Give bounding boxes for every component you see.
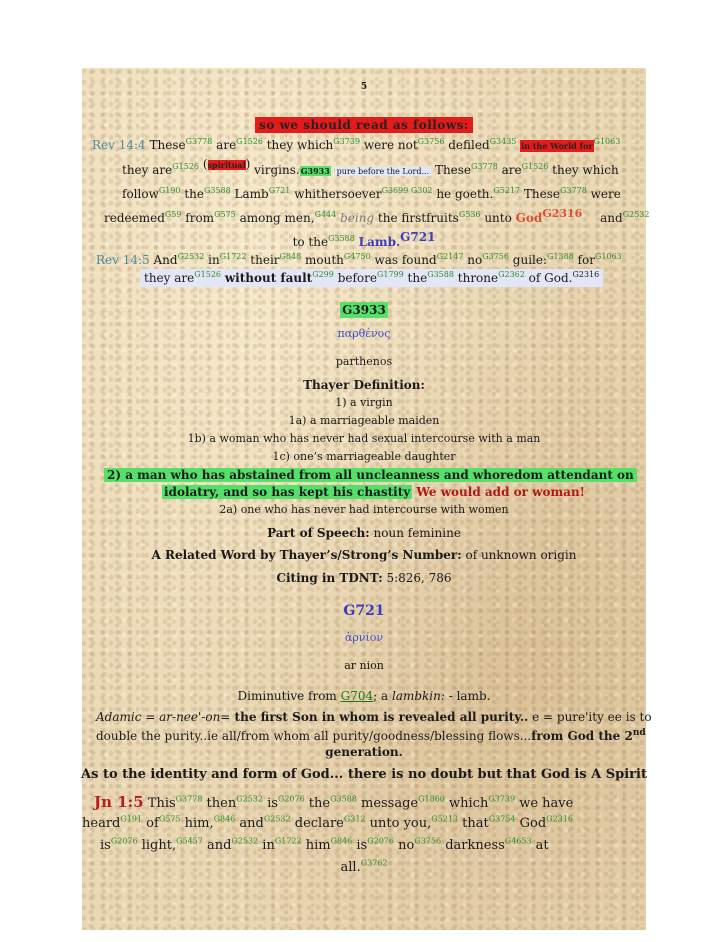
verse-reference-rev14-4[interactable]: Rev 14:4 bbox=[92, 138, 146, 152]
diminutive-line: Diminutive from G704; a lambkin: - lamb. bbox=[237, 689, 491, 703]
word: unto bbox=[480, 211, 516, 225]
word: before bbox=[333, 271, 377, 285]
definition-1: 1) a virgin bbox=[335, 396, 393, 409]
word: mouth bbox=[301, 253, 344, 267]
rev14-4-line3 bbox=[122, 186, 652, 202]
word: to the bbox=[292, 235, 329, 249]
strong-tag-g3933[interactable]: G3933 bbox=[300, 166, 330, 176]
verse-reference-rev14-5[interactable]: Rev 14:5 bbox=[96, 253, 150, 267]
highlight-spiritual: spiritual bbox=[207, 160, 246, 170]
word: in bbox=[204, 253, 220, 267]
strong-number[interactable]: G721 bbox=[268, 186, 291, 195]
word-lamb: Lamb. bbox=[358, 235, 401, 249]
strong-number[interactable]: G444 bbox=[314, 210, 337, 219]
thayer-definition-label: Thayer Definition: bbox=[303, 378, 425, 392]
strong-number[interactable]: G2532 bbox=[263, 814, 291, 824]
strong-number[interactable]: G190 bbox=[158, 186, 181, 195]
adamic-line1: Adamic = ar-nee'-on= the first Son in whom is revealed all purity.. e = pure'ity ee is to bbox=[96, 710, 652, 724]
strong-number[interactable]: G2076 bbox=[367, 836, 394, 846]
verse-reference-jn1-5[interactable]: Jn 1:5 bbox=[94, 793, 144, 811]
definition-1c: 1c) one’s marriageable daughter bbox=[272, 450, 456, 463]
strong-number[interactable]: G1526 bbox=[236, 137, 263, 146]
strong-number[interactable]: G2076 bbox=[277, 794, 305, 804]
strong-number[interactable]: G3762 bbox=[360, 858, 388, 868]
strong-number[interactable]: G2532 bbox=[622, 210, 650, 219]
strong-number[interactable]: G2532 bbox=[177, 252, 205, 261]
strong-number[interactable]: G1063 bbox=[594, 252, 622, 261]
strong-number[interactable]: G191 bbox=[120, 814, 143, 824]
word-without-fault: without fault bbox=[224, 271, 313, 285]
word: redeemed bbox=[104, 211, 165, 225]
note-pure-before-the-lord: pure before the Lord... bbox=[336, 167, 430, 176]
strong-number[interactable]: G1722 bbox=[274, 836, 302, 846]
strong-heading: G3933 bbox=[342, 303, 386, 317]
strong-number[interactable]: G2076 bbox=[110, 836, 138, 846]
adamic-line3: generation. bbox=[325, 745, 403, 759]
strong-number[interactable]: G5217 bbox=[493, 186, 521, 195]
entry-header-g3933 bbox=[0, 302, 728, 318]
strong-number[interactable]: G3778 bbox=[560, 186, 587, 195]
rev14-4-line2: they are$^{G1526}$ (spiritual) virgins.G3933 pure before the Lord... These$^{G3778}$ are$^{G1526}$ they which bbox=[122, 157, 619, 177]
definition-2-line2: idolatry, and so has kept his chastity We would add or woman! bbox=[164, 485, 585, 499]
word: of God. bbox=[524, 271, 573, 285]
strong-number[interactable]: G2316 bbox=[572, 270, 600, 279]
word: throne bbox=[453, 271, 499, 285]
strong-number[interactable]: G1860 bbox=[418, 794, 445, 804]
strong-number[interactable]: G3756 bbox=[417, 137, 445, 146]
strong-number[interactable]: G846 bbox=[330, 836, 353, 846]
strong-number[interactable]: G721 bbox=[400, 230, 436, 244]
jn1-5-line4: all.$^{G3762}$ bbox=[340, 858, 388, 875]
word: the bbox=[403, 271, 428, 285]
strong-number[interactable]: G5457 bbox=[176, 836, 203, 846]
verse-line-highlight bbox=[140, 269, 603, 287]
rev14-4-line4 bbox=[104, 207, 652, 226]
transliteration: ar nion bbox=[344, 659, 384, 672]
strong-number[interactable]: G59 bbox=[164, 210, 182, 219]
word: virgins. bbox=[250, 163, 300, 177]
strong-number[interactable]: G2147 bbox=[436, 252, 464, 261]
word: he goeth. bbox=[432, 187, 494, 201]
highlight-in-the-world: in the World for bbox=[521, 141, 593, 151]
word-god: God bbox=[515, 211, 543, 225]
word: guile: bbox=[508, 253, 548, 267]
word: These bbox=[520, 187, 561, 201]
definition-1b: 1b) a woman who has never had sexual intercourse with a man bbox=[187, 432, 541, 445]
strong-number[interactable]: G4653 bbox=[504, 836, 532, 846]
word: they are bbox=[122, 163, 173, 177]
word: the firstfruits bbox=[374, 211, 459, 225]
strong-number[interactable]: G1722 bbox=[219, 252, 247, 261]
word: they which bbox=[548, 163, 619, 177]
word: were bbox=[586, 187, 621, 201]
word: was found bbox=[370, 253, 437, 267]
italic-word: being bbox=[340, 211, 375, 225]
rev14-4-line5 bbox=[0, 230, 728, 250]
strong-number[interactable]: G1388 bbox=[547, 252, 574, 261]
strong-number[interactable]: G2362 bbox=[498, 270, 525, 279]
jn1-5-line2: heard$^{G191}$ $of^{G575}$ him,$^{G846}$ and$^{G2532}$ declare$^{G312}$ unto you,$^{G5213}$ that$^{G3754}$ God$^{G2316}$ bbox=[82, 814, 573, 831]
strong-number[interactable]: G3739 bbox=[488, 794, 516, 804]
strong-number[interactable]: G1526 bbox=[521, 162, 549, 171]
strong-number[interactable]: G312 bbox=[343, 814, 366, 824]
strong-number[interactable]: G299 bbox=[312, 270, 334, 279]
strong-number[interactable]: G2532 bbox=[231, 836, 259, 846]
rev14-4-line1 bbox=[92, 137, 652, 154]
strong-heading: G721 bbox=[343, 603, 385, 619]
strong-number[interactable]: G3778 bbox=[185, 137, 213, 146]
word: they which bbox=[262, 138, 334, 152]
strong-number[interactable]: G5213 bbox=[431, 814, 459, 824]
word: among men, bbox=[235, 211, 315, 225]
page-number: 5 bbox=[360, 82, 368, 92]
entry-header-g721 bbox=[0, 603, 728, 619]
word: And bbox=[153, 253, 178, 267]
strong-number[interactable]: G1526 bbox=[172, 162, 199, 171]
strong-number[interactable]: G4750 bbox=[343, 252, 371, 261]
definition-2a: 2a) one who has never had intercourse with women bbox=[219, 503, 509, 516]
word: they are bbox=[144, 271, 195, 285]
word: their bbox=[246, 253, 280, 267]
strong-number[interactable]: G3699 G302 bbox=[381, 186, 433, 195]
greek-word: ἀρνίον bbox=[344, 631, 384, 644]
strong-number[interactable]: G846 bbox=[213, 814, 236, 824]
word: These bbox=[149, 138, 186, 152]
word: the bbox=[180, 187, 204, 201]
strong-link-g704[interactable]: G704 bbox=[340, 689, 374, 703]
strong-number[interactable]: G3435 bbox=[489, 137, 517, 146]
strong-number[interactable]: G1526 bbox=[194, 270, 221, 279]
strong-number[interactable]: G3588 bbox=[203, 186, 231, 195]
transliteration: parthenos bbox=[335, 355, 393, 368]
strong-number[interactable]: G2316 bbox=[546, 814, 573, 824]
rev14-5-line1 bbox=[96, 252, 656, 268]
strong-number[interactable]: G3588 bbox=[427, 270, 454, 279]
added-comment: We would add or woman! bbox=[412, 485, 585, 499]
related-word: A Related Word by Thayer’s/Strong’s Number: of unknown origin bbox=[151, 548, 577, 562]
word: These bbox=[431, 163, 472, 177]
word: follow bbox=[122, 187, 159, 201]
adamic-line2: double the purity..ie all/from whom all purity/goodness/blessing flows...from God the 2nd bbox=[96, 728, 646, 743]
word: defiled bbox=[444, 138, 490, 152]
strong-number[interactable]: G3756 bbox=[482, 252, 509, 261]
definition-2-line1: 2) a man who has abstained from all uncleanness and whoredom attendant on bbox=[104, 467, 644, 483]
strong-number[interactable]: G3588 bbox=[330, 794, 357, 804]
spirit-statement: As to the identity and form of God... there is no doubt but that God is A Spirit bbox=[81, 767, 647, 782]
word: are bbox=[212, 138, 237, 152]
strong-number[interactable]: G575 bbox=[158, 814, 181, 824]
strong-number[interactable]: G1063 bbox=[593, 137, 621, 146]
jn1-5-line3: $is^{G2076}$ light,$^{G5457}$ and$^{G2532}$ $in^{G1722}$ him$^{G846}$ $is^{G2076}$ $no^{G3756}$ darkness$^{G4653}$ at bbox=[100, 836, 549, 853]
strong-number[interactable]: G2316 bbox=[542, 207, 583, 220]
strong-number[interactable]: G3756 bbox=[414, 836, 442, 846]
strong-number[interactable]: G3778 bbox=[471, 162, 498, 171]
strong-number[interactable]: G3739 bbox=[333, 137, 361, 146]
tdnt-citation: Citing in TDNT: 5:826, 786 bbox=[276, 571, 452, 585]
word: for bbox=[573, 253, 595, 267]
word: are bbox=[497, 163, 522, 177]
strong-number[interactable]: G3588 bbox=[328, 234, 355, 243]
jn1-5-line1: Jn 1:5 This$^{G3778}$ then$^{G2532}$ $is^{G2076}$ the$^{G3588}$ message$^{G1860}$ which$^{G3739}$ we have bbox=[94, 793, 574, 811]
strong-number[interactable]: G848 bbox=[279, 252, 302, 261]
word: whithersoever bbox=[290, 187, 382, 201]
word: were not bbox=[360, 138, 418, 152]
word: no bbox=[463, 253, 483, 267]
banner-text: so we should read as follows: bbox=[255, 117, 473, 133]
greek-word: παρθένος bbox=[337, 327, 391, 340]
word: and bbox=[596, 211, 623, 225]
banner-line bbox=[0, 117, 728, 133]
word: Lamb bbox=[230, 187, 269, 201]
strong-number[interactable]: G3754 bbox=[488, 814, 516, 824]
strong-number[interactable]: G575 bbox=[214, 210, 236, 219]
strong-number[interactable]: G3778 bbox=[175, 794, 203, 804]
strong-number[interactable]: G1799 bbox=[376, 270, 404, 279]
part-of-speech: Part of Speech: noun feminine bbox=[267, 526, 461, 540]
strong-number[interactable]: G2532 bbox=[236, 794, 263, 804]
rev14-5-line2 bbox=[140, 270, 610, 286]
strong-number[interactable]: G536 bbox=[458, 210, 481, 219]
word: from bbox=[181, 211, 215, 225]
definition-1a: 1a) a marriageable maiden bbox=[288, 414, 440, 427]
